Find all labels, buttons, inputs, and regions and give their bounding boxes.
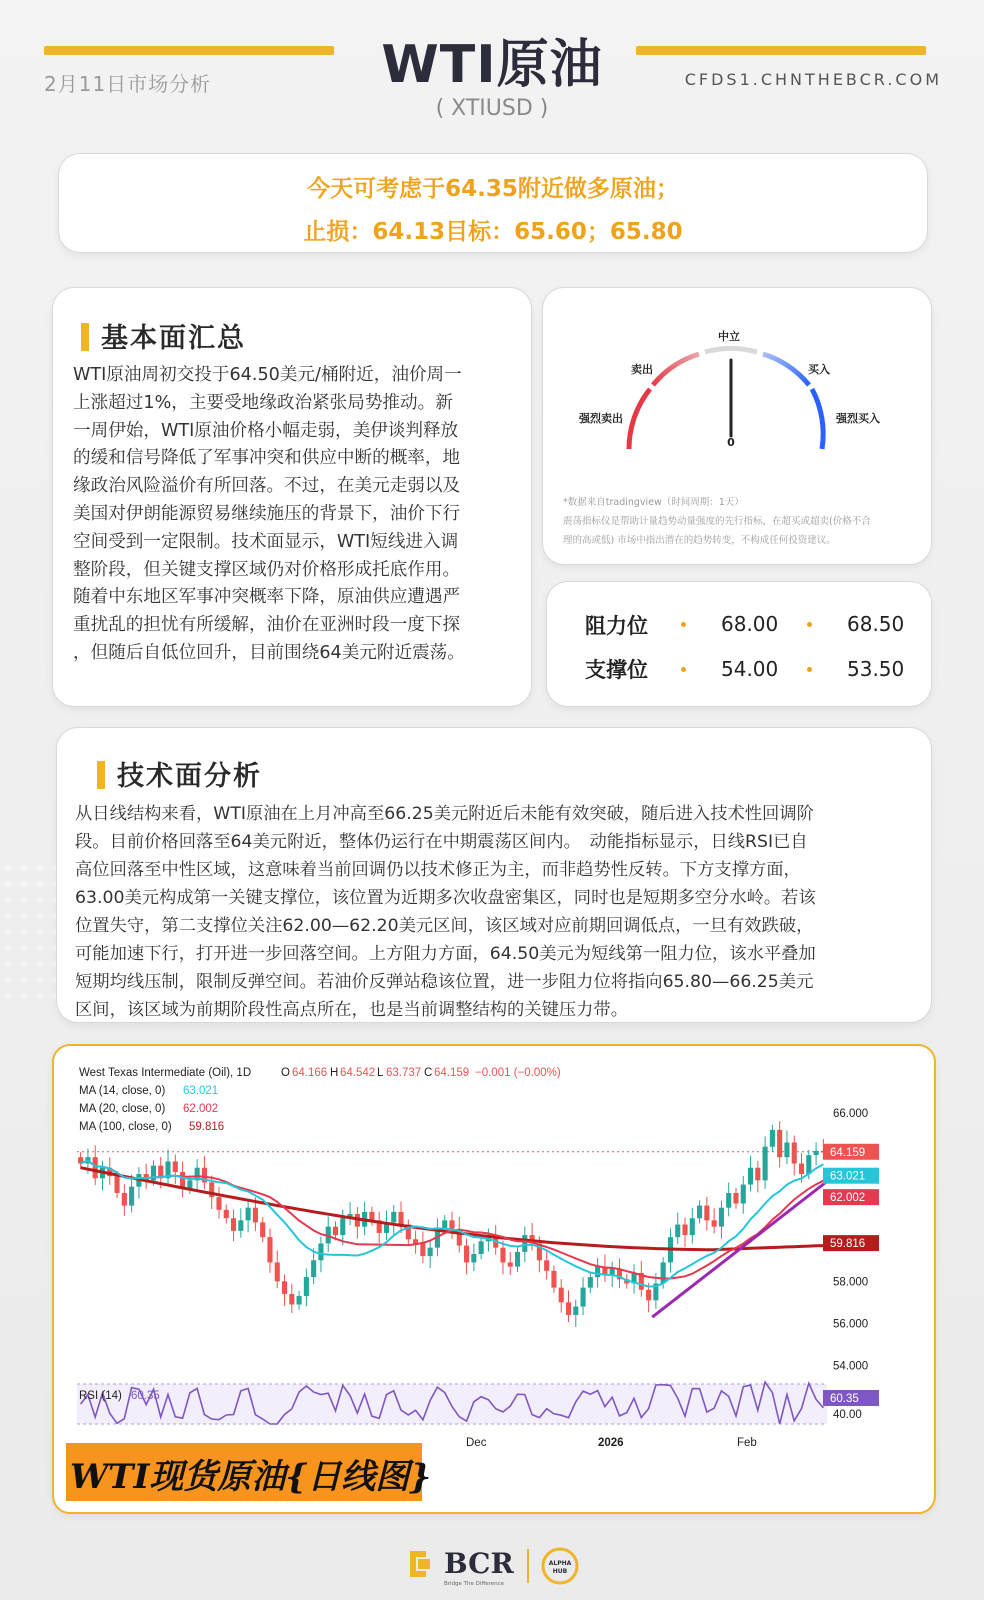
footer-brand: BCR [444,1547,514,1580]
price-axis-tick: 54.000 [833,1360,869,1373]
candle [508,1262,513,1266]
footer-tagline: Bridge The Difference [444,1581,505,1587]
ohlc-h-label: H [330,1067,339,1079]
candle [398,1212,403,1225]
oscillator-gauge-card [542,287,932,565]
fundamentals-line: 重扰乱的担忧有所缓解，油价在亚洲时段一度下探 [73,615,461,636]
candle [304,1277,309,1296]
candle [173,1161,178,1172]
candle [784,1142,789,1157]
price-axis-tick: 56.000 [833,1318,869,1331]
fundamentals-line: WTI原油周初交投于64.50美元/桶附近，油价周一 [73,365,462,385]
candle [515,1252,520,1267]
heading-bar-icon [97,761,105,789]
candle [391,1212,396,1223]
ma14-price-label: 63.021 [830,1170,866,1183]
gauge-label-strong-sell: 强烈卖出 [579,412,623,425]
candle [369,1212,374,1220]
gauge-neutral-arc [705,348,757,352]
heading-bar-icon [81,323,89,351]
report-date: 2月11日市场分析 [44,72,212,96]
candle [544,1260,549,1271]
candle [129,1187,134,1206]
gauge-label-sell: 卖出 [631,363,653,376]
rsi-band [77,1384,827,1424]
technical-line: 高位回落至中性区域，这意味着当前回调仍以技术修正为主，而非趋势性反转。下方支撑方面， [75,860,801,880]
candle [311,1260,316,1277]
candle [115,1176,120,1193]
gauge-label-neutral: 中立 [718,330,740,343]
gauge-label-buy: 买入 [808,363,830,376]
candle [428,1248,433,1256]
technical-line: 区间，该区域为前期阶段性高点所在，也是当前调整结构的关键压力带。 [75,1000,629,1020]
candle [231,1218,236,1231]
candle [697,1206,702,1219]
candle [719,1208,724,1227]
gauge-label-strong-buy: 强烈买入 [836,412,880,425]
candle [763,1147,768,1181]
candle [799,1164,804,1175]
candle [420,1243,425,1256]
page-subtitle: ( XTIUSD ) [435,96,549,121]
fundamentals-line: 上涨超过1%，主要受地缘政治紧张局势推动。新 [73,392,453,413]
support-label: 支撑位 [585,658,648,682]
fundamentals-text [73,362,517,668]
candle [333,1227,338,1235]
candle [682,1225,687,1236]
candle [442,1220,447,1228]
gauge-note-body-1: 震荡指标仪是帮助计量趋势动量强度的先行指标，在超买或超卖(价格不合 [563,516,871,527]
candle [581,1288,586,1307]
ma20-legend-label: MA (20, close, 0) [79,1103,166,1115]
ohlc-l-label: L [377,1067,384,1079]
rsi-legend-label: RSI (14) [79,1390,122,1402]
candle [551,1271,556,1288]
support-1: 54.00 [721,657,779,681]
candle [282,1281,287,1294]
fundamentals-line: 一周伊始，WTI原油价格小幅走弱，美伊谈判释放 [73,420,459,441]
gauge-buy-arc [763,354,809,385]
ohlc-high: 64.542 [340,1067,376,1079]
candle [777,1130,782,1157]
site-url[interactable]: CFDS1.CHNTHEBCR.COM [684,70,942,89]
candle [661,1262,666,1283]
gauge-note-body-2: 理的高或低) 市场中指出潜在的趋势转变，不构成任何投资建议。 [563,535,836,546]
technical-line: 从日线结构来看，WTI原油在上月冲高至66.25美元附近后未能有效突破，随后进入技术性回调阶 [75,804,814,824]
ohlc-low: 63.737 [386,1067,422,1079]
price-chart-svg [71,1054,917,1496]
fundamentals-title: 基本面汇总 [101,323,246,354]
ma14-legend-label: MA (14, close, 0) [79,1085,166,1097]
ma20-price-label: 62.002 [830,1192,866,1205]
candle [675,1225,680,1238]
gauge-strong-sell-arc [629,389,650,449]
page-title: WTI原油 [381,35,603,95]
technical-line: 63.00美元构成第一关键支撑位，该位置为近期多次收盘密集区，同时也是短期多空分水岭。若该 [75,888,816,908]
candle [588,1277,593,1288]
candle [318,1243,323,1260]
candle [748,1168,753,1185]
candle [704,1206,709,1221]
candle [449,1220,454,1228]
fundamentals-line: 整阶段，但关键支撑区域仍对价格形成托底作用。 [73,559,461,580]
technical-line: 短期均线压制，限制反弹空间。若油价反弹站稳该位置，进一步阻力位将指向65.80—66.25美元 [75,972,814,992]
candle [712,1220,717,1226]
support-2: 53.50 [847,657,905,681]
ohlc-open: 64.166 [292,1067,328,1079]
candle [464,1246,469,1263]
chart-symbol-name: West Texas Intermediate (Oil), 1D [79,1067,252,1079]
candle [253,1208,258,1223]
fundamentals-line: 空间受到一定限制。技术面显示，WTI短线进入调 [73,531,459,552]
candle [595,1267,600,1278]
fundamentals-heading [81,316,246,355]
time-axis-tick: Dec [466,1437,487,1449]
candle [559,1288,564,1303]
gauge-note [563,493,913,550]
last-price-label: 64.159 [830,1146,866,1159]
technical-line: 可能加速下行，打开进一步回落空间。上方阻力方面，64.50美元为短线第一阻力位，该水平叠加 [75,944,816,964]
candle [479,1241,484,1254]
rsi-axis-value: 60.35 [830,1393,859,1405]
gauge-note-source: *数据来自tradingview（时间周期：1天） [563,497,744,508]
price-chart[interactable] [71,1054,917,1496]
fundamentals-line: 缘政治风险溢价有所回落。不过，在美元走弱以及 [73,476,461,497]
oscillator-gauge [543,288,931,488]
fundamentals-card [52,287,532,707]
candle [770,1130,775,1147]
fundamentals-line: 随着中东地区军事冲突概率下降，原油供应遭遇严 [73,587,461,608]
candle [93,1157,98,1178]
candle [267,1237,272,1262]
hub-text-top: ALPHA [548,1560,572,1567]
candle [216,1197,221,1210]
candle [733,1193,738,1204]
resistance-label: 阻力位 [585,614,648,638]
bullet-dot [681,667,686,672]
hub-text-bottom: HUB [552,1568,568,1575]
strategy-line-1: 今天可考虑于64.35附近做多原油； [307,176,679,202]
candle [573,1307,578,1315]
technical-title: 技术面分析 [117,761,262,792]
candle [500,1248,505,1263]
candle [413,1239,418,1243]
ohlc-o-label: O [281,1067,290,1079]
gauge-reading: 0 [727,436,735,449]
candle [522,1235,527,1252]
bullet-dot [681,622,686,627]
ohlc-close: 64.159 [434,1067,470,1079]
price-axis-tick: 58.000 [833,1276,869,1289]
candle [755,1168,760,1181]
fundamentals-line: ，但随后自低位回升，目前围绕64美元附近震荡。 [73,642,465,663]
gauge-sell-arc [653,354,699,385]
time-axis-tick: Feb [737,1437,757,1449]
technical-text [75,800,917,1024]
levels-card [546,581,932,707]
ma100-legend-value: 59.816 [189,1121,225,1133]
rsi-axis-tick: 40.00 [833,1409,862,1421]
candle [275,1262,280,1281]
ohlc-change: −0.001 (−0.00%) [475,1067,561,1079]
resistance-1: 68.00 [721,612,779,636]
candle [260,1222,265,1237]
candle [471,1254,476,1262]
candle [340,1218,345,1235]
rsi-legend-value: 60.35 [131,1390,160,1402]
candle [792,1142,797,1163]
candle [814,1151,819,1155]
candle [122,1193,127,1206]
ohlc-c-label: C [424,1067,433,1079]
ma20-legend-value: 62.002 [183,1103,219,1115]
strategy-line-2: 止损：64.13目标：65.60；65.80 [303,219,683,245]
candle [646,1290,651,1301]
technical-line: 段。目前价格回落至64美元附近，整体仍运行在中期震荡区间内。 动能指标显示，日线RSI已自 [75,832,808,852]
bullet-dot [807,667,812,672]
ma100-legend-label: MA (100, close, 0) [79,1121,172,1133]
candle [726,1193,731,1208]
fundamentals-line: 美国对伊朗能源贸易继续施压的背景下，油价下行 [73,503,461,524]
bcr-logo-icon [410,1551,430,1577]
fundamentals-line: 的缓和信号降低了军事冲突和供应中断的概率，地 [73,448,461,469]
chart-tag-label: WTI现货原油{日线图} [70,1457,432,1497]
candle [289,1294,294,1305]
technical-heading [97,754,262,793]
candle [566,1302,571,1315]
candle [297,1296,302,1304]
footer [0,1535,984,1589]
candle [238,1220,243,1231]
candle [224,1210,229,1218]
strategy-card [58,153,928,253]
candle [741,1185,746,1204]
technical-line: 位置失守，第二支撑位关注62.00—62.20美元区间，该区域对应前期回调低点，一旦有效跌破， [75,916,814,936]
resistance-2: 68.50 [847,612,905,636]
bullet-dot [807,622,812,627]
ma100-price-label: 59.816 [830,1238,866,1251]
candle [246,1208,251,1221]
ma14-legend-value: 63.021 [183,1085,219,1097]
gauge-strong-buy-arc [812,389,823,449]
candle [690,1218,695,1235]
price-axis-tick: 66.000 [833,1108,869,1121]
time-axis-tick: 2026 [598,1437,624,1449]
footer-logo [0,1535,984,1589]
technical-card [56,727,932,1023]
